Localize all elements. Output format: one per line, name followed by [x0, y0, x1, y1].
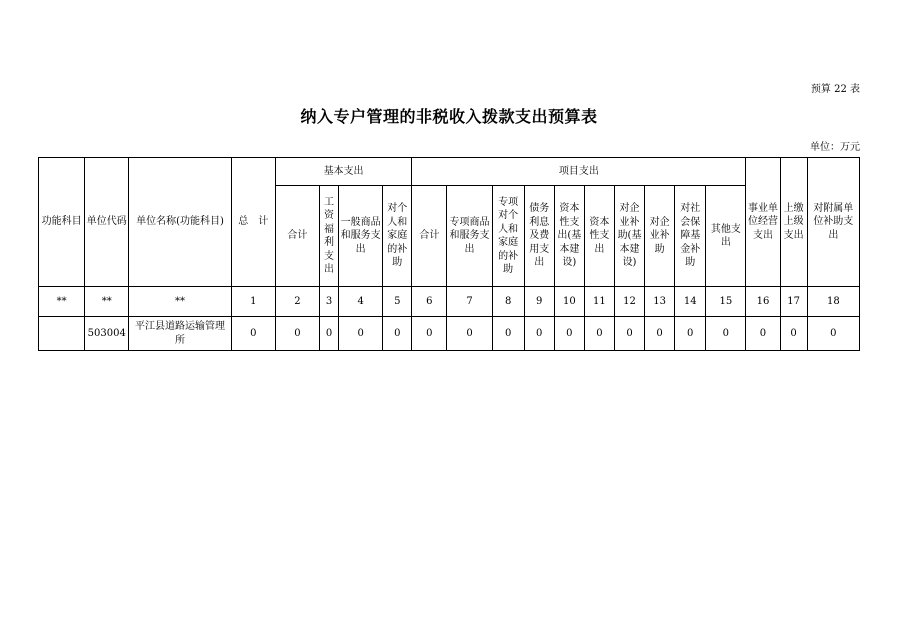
- header-project-debt-interest: 债务利息及费用支出: [524, 186, 554, 287]
- header-basic-expenditure: 基本支出: [275, 158, 411, 186]
- cell-value: 0: [746, 317, 780, 351]
- index-cell: 16: [746, 287, 780, 317]
- index-cell: 11: [584, 287, 614, 317]
- header-project-other: 其他支出: [706, 186, 746, 287]
- header-basic-household-subsidy: 对个人和家庭的补助: [383, 186, 412, 287]
- cell-function-subject: [39, 317, 85, 351]
- cell-value: 0: [614, 317, 644, 351]
- index-cell: 17: [780, 287, 807, 317]
- index-cell: 8: [492, 287, 524, 317]
- cell-value: 0: [675, 317, 706, 351]
- header-project-enterprise-construction: 对企业补助(基本建设): [614, 186, 644, 287]
- index-cell: 10: [554, 287, 584, 317]
- header-project-goods-services: 专项商品和服务支出: [447, 186, 492, 287]
- form-number: 预算 22 表: [810, 84, 860, 95]
- cell-value: 0: [780, 317, 807, 351]
- page-title: 纳入专户管理的非税收入拨款支出预算表: [300, 107, 598, 126]
- header-to-affiliates: 对附属单位补助支出: [807, 158, 859, 287]
- cell-value: 0: [275, 317, 319, 351]
- cell-unit-name: 平江县道路运输管理所: [129, 317, 231, 351]
- index-cell: 18: [807, 287, 859, 317]
- cell-value: 0: [319, 317, 338, 351]
- cell-value: 0: [807, 317, 859, 351]
- index-cell: 15: [706, 287, 746, 317]
- header-basic-wages: 工资福利支出: [319, 186, 338, 287]
- header-project-capital-construction: 资本性支出(基本建设): [554, 186, 584, 287]
- index-cell: 2: [275, 287, 319, 317]
- cell-value: 0: [645, 317, 675, 351]
- cell-value: 0: [584, 317, 614, 351]
- cell-value: 0: [524, 317, 554, 351]
- index-cell: 13: [645, 287, 675, 317]
- index-cell: 4: [339, 287, 383, 317]
- header-unit-code: 单位代码: [85, 158, 129, 287]
- table-row: [39, 317, 860, 351]
- header-project-subtotal: 合计: [412, 186, 447, 287]
- header-basic-goods-services: 一般商品和服务支出: [339, 186, 383, 287]
- header-function-subject: 功能科目: [39, 158, 85, 287]
- cell-value: 0: [412, 317, 447, 351]
- cell-value: 0: [554, 317, 584, 351]
- index-cell: **: [39, 287, 85, 317]
- index-cell: 14: [675, 287, 706, 317]
- header-unit-name: 单位名称(功能科目): [129, 158, 231, 287]
- index-cell: 5: [383, 287, 412, 317]
- header-basic-subtotal: 合计: [275, 186, 319, 287]
- header-project-social-security: 对社会保障基金补助: [675, 186, 706, 287]
- index-cell: 9: [524, 287, 554, 317]
- cell-unit-code: 503004: [85, 317, 129, 351]
- cell-value: 0: [339, 317, 383, 351]
- cell-value: 0: [492, 317, 524, 351]
- cell-value: 0: [231, 317, 275, 351]
- header-project-capital: 资本性支出: [584, 186, 614, 287]
- index-cell: **: [129, 287, 231, 317]
- header-project-expenditure: 项目支出: [412, 158, 746, 186]
- header-total: 总 计: [231, 158, 275, 287]
- cell-value: 0: [447, 317, 492, 351]
- index-row: [39, 287, 860, 317]
- unit-label: 单位：万元: [810, 142, 860, 153]
- index-cell: 3: [319, 287, 338, 317]
- index-cell: 6: [412, 287, 447, 317]
- header-project-enterprise-subsidy: 对企业补助: [645, 186, 675, 287]
- header-project-household-subsidy: 专项对个人和家庭的补助: [492, 186, 524, 287]
- cell-value: 0: [383, 317, 412, 351]
- budget-table: [38, 157, 860, 351]
- index-cell: **: [85, 287, 129, 317]
- header-enterprise-ops: 事业单位经营支出: [746, 158, 780, 287]
- index-cell: 7: [447, 287, 492, 317]
- index-cell: 12: [614, 287, 644, 317]
- header-to-superior: 上缴上级支出: [780, 158, 807, 287]
- cell-value: 0: [706, 317, 746, 351]
- index-cell: 1: [231, 287, 275, 317]
